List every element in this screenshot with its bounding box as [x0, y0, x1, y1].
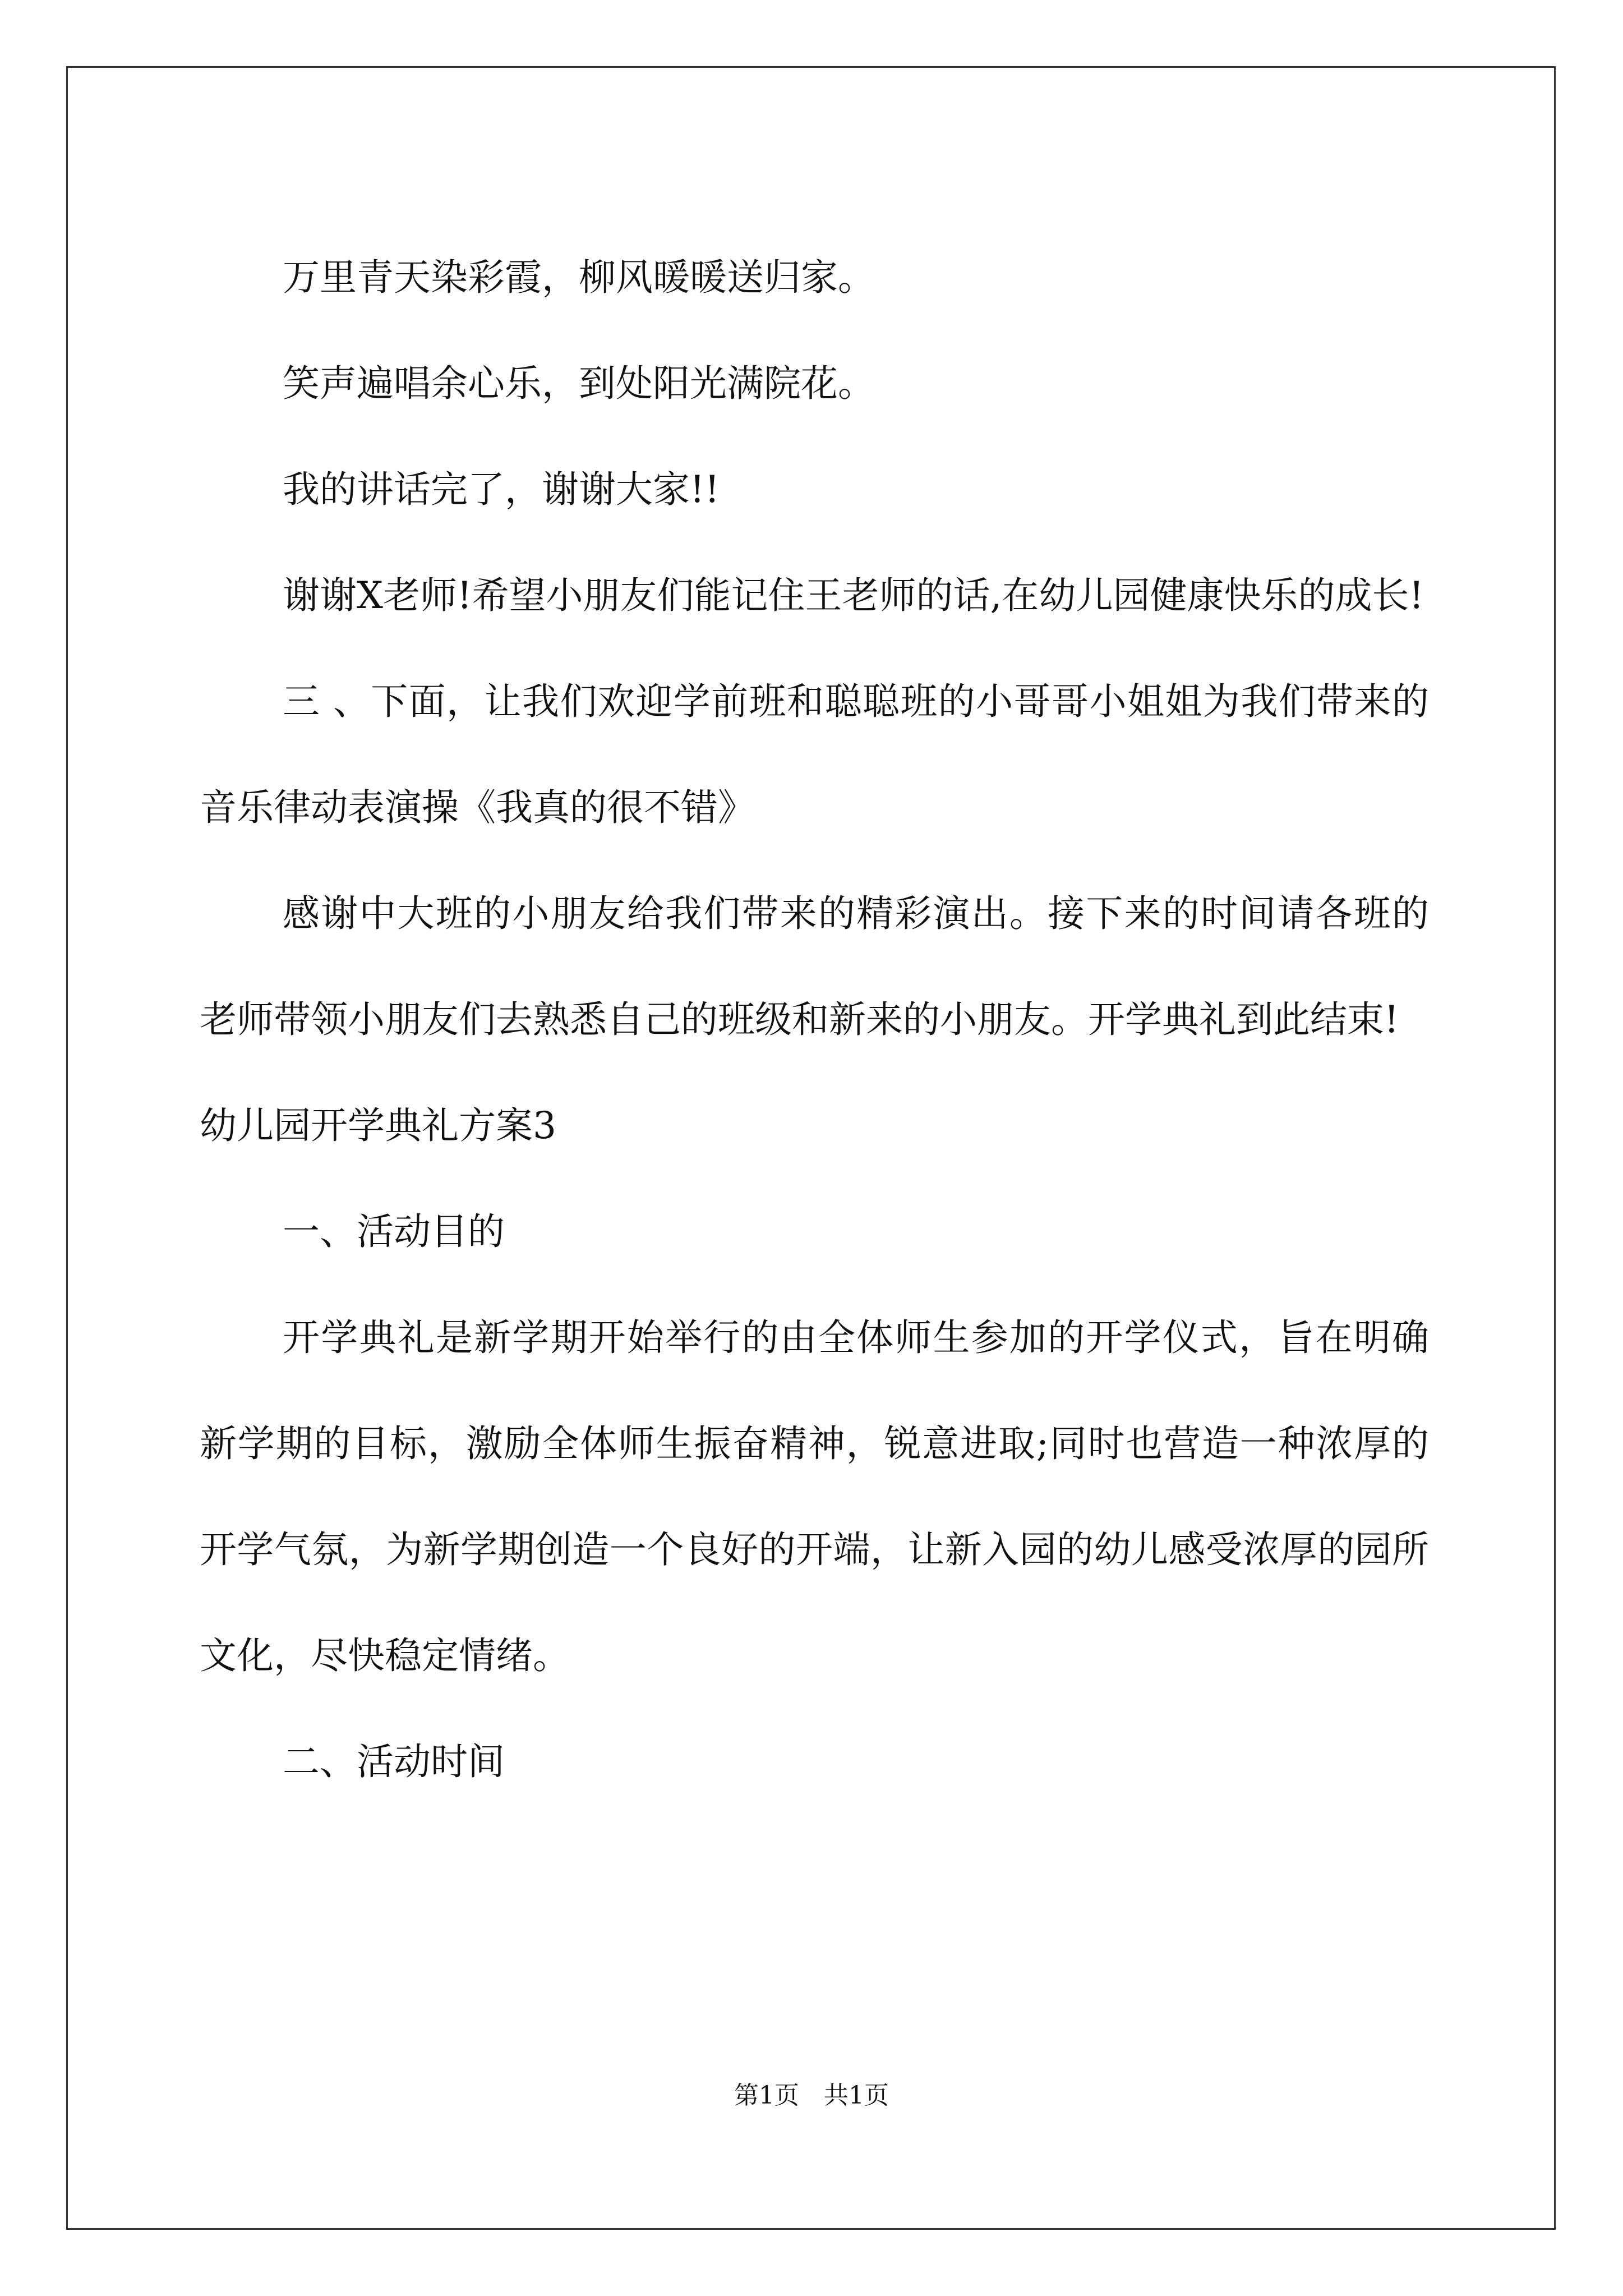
subheading-activity-time: 二、活动时间	[283, 1740, 505, 1783]
section-heading: 幼儿园开学典礼方案3	[200, 1104, 556, 1147]
paragraph-5: 三 、下面，让我们欢迎学前班和聪聪班的小哥哥小姐姐为我们带来的音乐律动表演操《我真的很不错》	[200, 680, 1429, 829]
paragraph-2: 笑声遍唱余心乐，到处阳光满院花。	[283, 362, 875, 405]
paragraph-purpose: 开学典礼是新学期开始举行的由全体师生参加的开学仪式，旨在明确新学期的目标，激励全体师生振奋精神，锐意进取;同时也营造一种浓厚的开学气氛，为新学期创造一个良好的开端，让新入园的幼儿感受浓厚的园所文化，尽快稳定情绪。	[200, 1316, 1429, 1677]
paragraph-1: 万里青天染彩霞，柳风暖暖送归家。	[283, 256, 875, 299]
paragraph-3: 我的讲话完了，谢谢大家!!	[283, 468, 720, 511]
paragraph-6: 感谢中大班的小朋友给我们带来的精彩演出。接下来的时间请各班的老师带领小朋友们去熟悉自己的班级和新来的小朋友。开学典礼到此结束!	[200, 892, 1429, 1041]
page-footer: 第1页 共1页	[734, 2081, 889, 2110]
paragraph-4: 谢谢X老师!希望小朋友们能记住王老师的话,在幼儿园健康快乐的成长!	[283, 574, 1424, 617]
subheading-activity-purpose: 一、活动目的	[283, 1210, 505, 1253]
document-body	[200, 224, 1429, 1815]
